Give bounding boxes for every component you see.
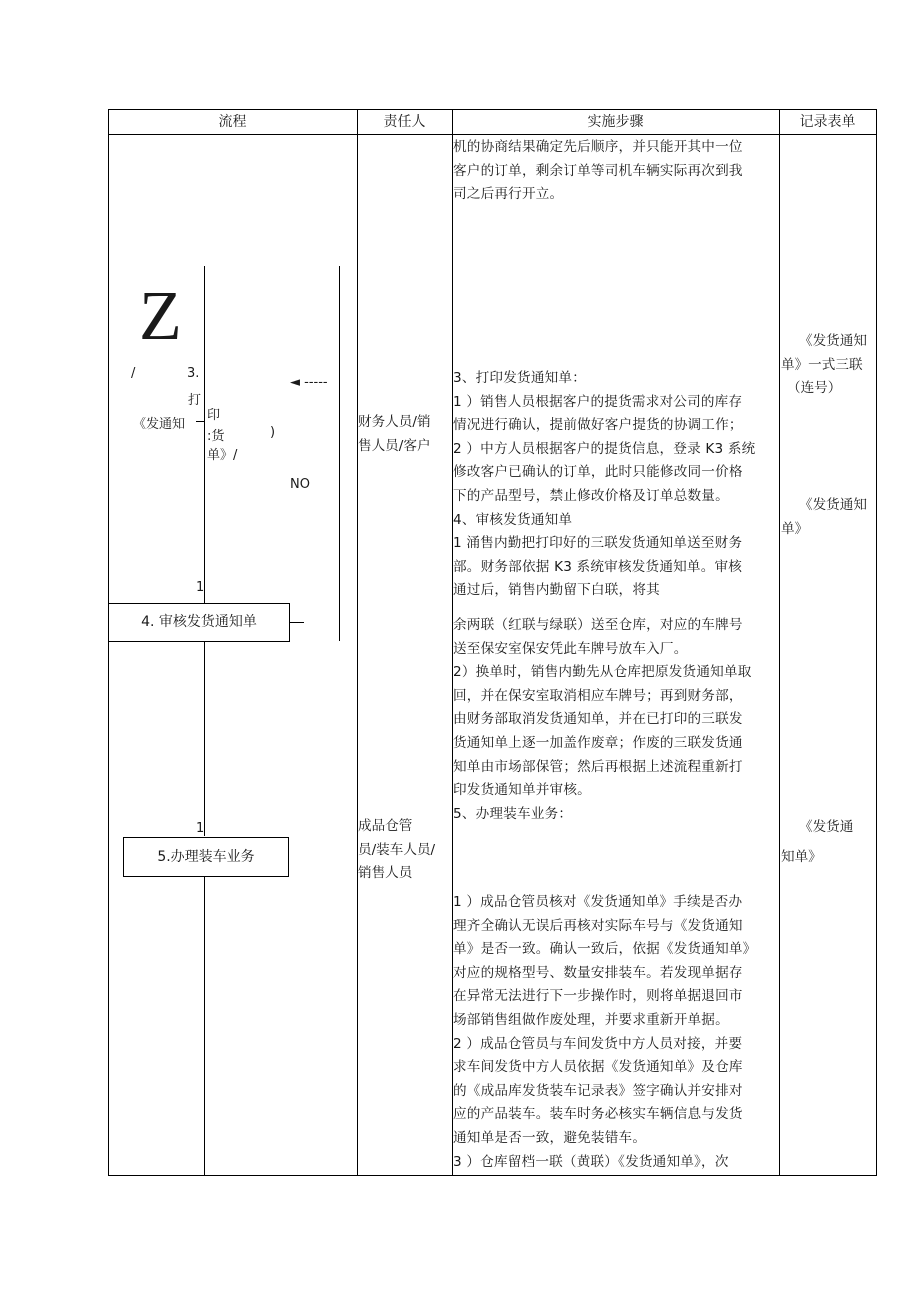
- step-line: 2）换单时，销售内勤先从仓库把原发货通知单取: [453, 664, 752, 681]
- steps-block-4: [453, 891, 779, 1174]
- header-flow: 流程: [218, 114, 247, 130]
- record-line: 知单》: [781, 848, 822, 865]
- step-line: 应的产品装车。装车时务必核实车辆信息与发货: [453, 1106, 743, 1123]
- step-line: 送至保安室保安凭此车牌号放车入厂。: [453, 640, 688, 657]
- flow-tick: [196, 421, 205, 422]
- step-line: 2 ）中方人员根据客户的提货信息，登录 K3 系统: [453, 440, 756, 457]
- owner-line: 销售人员: [358, 865, 413, 882]
- step-line: 1 ）销售人员根据客户的提货需求对公司的库存: [453, 393, 743, 410]
- flow-marker-1a: 1: [196, 580, 205, 595]
- step-line: 2 ）成品仓管员与车间发货中方人员对接，并要: [453, 1035, 743, 1052]
- step-line: 下的产品型号，禁止修改价格及订单总数量。: [453, 487, 729, 504]
- flow-arrow: ◄ -----: [290, 375, 328, 390]
- step-line: 单》是否一致。确认一致后，依据《发货通知单》: [453, 941, 757, 958]
- z-glyph: Z: [139, 278, 182, 355]
- step-line: 场部销售组做作废处理，并要求重新开单据。: [453, 1011, 729, 1028]
- step-line: 3、打印发货通知单：: [453, 370, 586, 386]
- step-line: 情况进行确认，提前做好客户提货的协调工作；: [453, 417, 743, 434]
- step-line: 求车间发货中方人员依据《发货通知单》及仓库: [453, 1059, 743, 1076]
- flow-bill: 单》/: [207, 448, 238, 463]
- step-line: 通过后，销售内勤留下白联，将其: [453, 582, 660, 599]
- step-line: 3 ）仓库留档一联（黄联）《发货通知单》，次: [453, 1153, 729, 1170]
- flow-box-step4-label: 4. 审核发货通知单: [141, 614, 257, 630]
- flow-box-step5: [123, 837, 289, 877]
- owner-line: 财务人员/销: [358, 414, 431, 430]
- table-border-header-bottom: [108, 134, 877, 135]
- owner-line: 成品仓管: [358, 818, 413, 834]
- record-line: （连号）: [787, 380, 842, 397]
- flow-line-lower: [204, 641, 205, 836]
- step-line: 的《成品库发货装车记录表》签字确认并安排对: [453, 1082, 743, 1099]
- step-line: 由财务部取消发货通知单，并在已打印的三联发: [453, 711, 743, 728]
- flow-box-step5-label: 5.办理装车业务: [157, 849, 255, 865]
- col-sep-steps: [779, 109, 780, 1176]
- record-line: 《发货通知: [799, 333, 867, 349]
- owner-line: 售人员/客户: [358, 437, 431, 454]
- header-records: 记录表单: [799, 114, 856, 130]
- step-line: 印发货通知单并审核。: [453, 782, 591, 799]
- record-line: 《发货通: [799, 819, 854, 835]
- step-line: 余两联（红联与绿联）送至仓库，对应的车牌号: [453, 617, 743, 633]
- flow-connector: [288, 622, 304, 623]
- flow-line-bottom: [204, 876, 205, 1175]
- flow-slash: /: [131, 366, 136, 381]
- flow-marker-1b: 1: [196, 821, 205, 836]
- step-line: 4、审核发货通知单: [453, 511, 573, 528]
- flow-loop-line: [339, 266, 340, 641]
- flow-no-label: NO: [290, 477, 310, 492]
- step-line: 机的协商结果确定先后顺序，并只能开其中一位: [453, 139, 743, 155]
- table-border-right: [876, 109, 877, 1176]
- step-line: 1 ）成品仓管员核对《发货通知单》手续是否办: [453, 894, 743, 910]
- step-line: 部。财务部依据 K3 系统审核发货通知单。审核: [453, 558, 743, 575]
- steps-block-3: [453, 614, 779, 826]
- flow-goods: :货: [207, 429, 225, 444]
- owner-group-2: [358, 815, 452, 886]
- owner-group-1: [358, 411, 452, 458]
- step-line: 回，并在保安室取消相应车牌号；再到财务部，: [453, 687, 743, 704]
- steps-block-1: [453, 136, 779, 207]
- step-line: 理齐全确认无误后再核对实际车号与《发货通知: [453, 917, 743, 934]
- step-line: 修改客户已确认的订单，此时只能修改同一价格: [453, 464, 743, 481]
- record-form-2: [781, 494, 877, 541]
- col-sep-flow: [357, 109, 358, 1176]
- header-owner: 责任人: [383, 114, 426, 130]
- flow-box-step4: [108, 603, 290, 642]
- record-line: 《发货通知: [799, 497, 867, 513]
- step-line: 司之后再行开立。: [453, 186, 564, 203]
- record-line: 单》一式三联: [781, 356, 863, 373]
- step-line: 在异常无法进行下一步操作时，则将单据退回市: [453, 988, 743, 1005]
- step-line: 1 涌售内勤把打印好的三联发货通知单送至财务: [453, 535, 743, 552]
- record-line: 单》: [781, 520, 809, 537]
- record-form-3: [781, 816, 877, 869]
- flow-print-b: 印: [207, 408, 221, 423]
- step-line: 货通知单上逐一加盖作废章；作废的三联发货通: [453, 734, 743, 751]
- flow-print-a: 打: [188, 393, 202, 408]
- flow-step3-number: 3.: [187, 366, 200, 381]
- header-steps: 实施步骤: [587, 114, 644, 130]
- step-line: 5、办理装车业务：: [453, 805, 573, 822]
- owner-line: 员/装车人员/: [358, 841, 436, 858]
- table-border-bottom: [108, 1175, 877, 1176]
- flow-line-upper: [204, 266, 205, 603]
- step-line: 知单由市场部保管；然后再根据上述流程重新打: [453, 758, 743, 775]
- steps-block-2: [453, 367, 779, 603]
- step-line: 客户的订单，剩余订单等司机车辆实际再次到我: [453, 162, 743, 179]
- flow-notice-label: 《发通知: [133, 417, 186, 432]
- record-form-1: [781, 330, 877, 401]
- flow-paren: ): [270, 425, 276, 440]
- step-line: 通知单是否一致，避免装错车。: [453, 1129, 647, 1146]
- step-line: 对应的规格型号、数量安排装车。若发现单据存: [453, 964, 743, 981]
- table-border-left: [108, 109, 109, 1176]
